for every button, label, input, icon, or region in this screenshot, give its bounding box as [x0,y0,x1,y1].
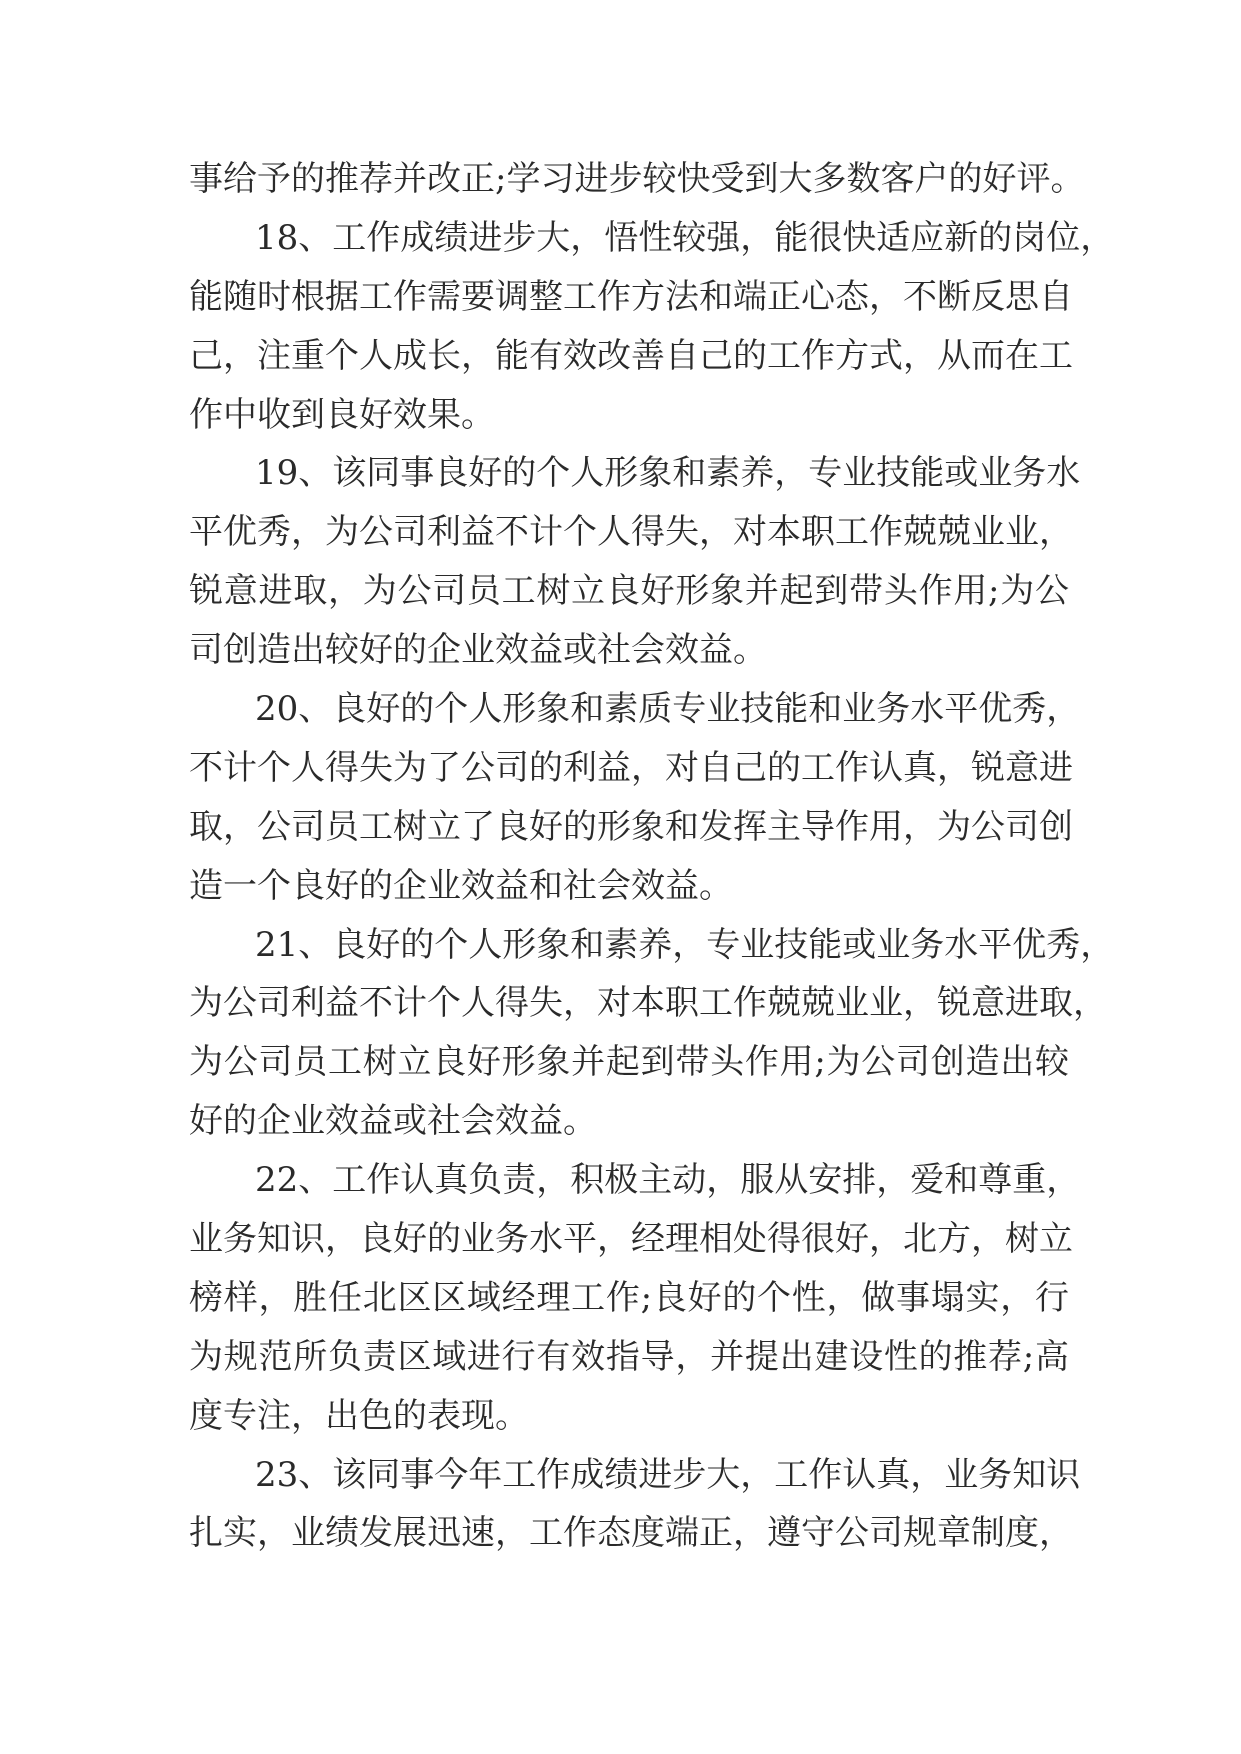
paragraph-22-start: 22、工作认真负责，积极主动，服从安排，爱和尊重， [255,1160,1081,1201]
text-line: 业务知识，良好的业务水平，经理相处得很好，北方，树立 [189,1219,1073,1260]
text-line: 司创造出较好的企业效益或社会效益。 [189,630,767,671]
text-line: 锐意进取，为公司员工树立良好形象并起到带头作用;为公 [189,571,1069,612]
text-line: 作中收到良好效果。 [189,394,495,435]
text-line: 度专注，出色的表现。 [189,1395,529,1436]
text-line: 事给予的推荐并改正;学习进步较快受到大多数客户的好评。 [189,159,1085,199]
text-line: 取，公司员工树立了良好的形象和发挥主导作用，为公司创 [189,806,1073,847]
paragraph-18-start: 18、工作成绩进步大，悟性较强，能很快适应新的岗位， [255,217,1115,258]
text-line: 好的企业效益或社会效益。 [189,1101,597,1142]
text-line: 不计个人得失为了公司的利益，对自己的工作认真，锐意进 [189,747,1073,788]
text-line: 造一个良好的企业效益和社会效益。 [189,865,733,906]
paragraph-23-start: 23、该同事今年工作成绩进步大，工作认真，业务知识 [255,1454,1081,1495]
text-line: 扎实，业绩发展迅速，工作态度端正，遵守公司规章制度， [189,1513,1073,1554]
paragraph-20-start: 20、良好的个人形象和素质专业技能和业务水平优秀， [255,689,1081,730]
paragraph-19-start: 19、该同事良好的个人形象和素养，专业技能或业务水 [255,453,1081,494]
text-line: 为公司利益不计个人得失，对本职工作兢兢业业，锐意进取， [189,983,1107,1024]
paragraph-21-start: 21、良好的个人形象和素养，专业技能或业务水平优秀， [255,924,1115,965]
text-line: 为公司员工树立良好形象并起到带头作用;为公司创造出较 [189,1042,1069,1083]
text-line: 榜样，胜任北区区域经理工作;良好的个性，做事塌实，行 [189,1277,1069,1318]
text-line: 平优秀，为公司利益不计个人得失，对本职工作兢兢业业， [189,512,1073,553]
text-line: 为规范所负责区域进行有效指导，并提出建设性的推荐;高 [189,1336,1069,1377]
document-body [189,150,1115,1563]
text-line: 己，注重个人成长，能有效改善自己的工作方式，从而在工 [189,335,1073,376]
text-line: 能随时根据工作需要调整工作方法和端正心态，不断反思自 [189,276,1073,317]
